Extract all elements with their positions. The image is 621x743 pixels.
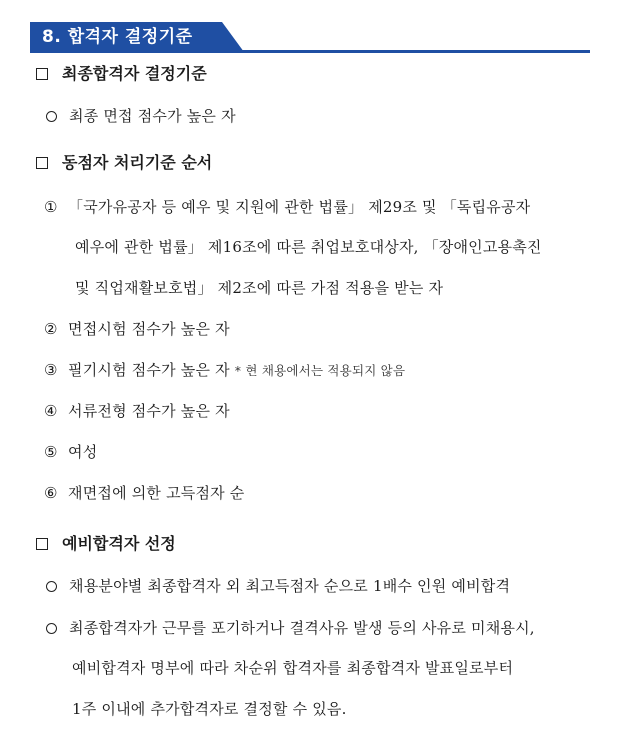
- list-item: 채용분야별 최종합격자 외 최고득점자 순으로 1배수 인원 예비합격: [46, 575, 510, 597]
- section-title-reserve: 예비합격자 선정: [36, 533, 176, 555]
- square-bullet-icon: [36, 68, 48, 80]
- list-item-continuation: 예우에 관한 법률」 제16조에 따른 취업보호대상자, 「장애인고용촉진: [75, 238, 542, 256]
- list-item: ⑤ 여성: [44, 443, 98, 461]
- list-item-continuation: 및 직업재활보호법」 제2조에 따른 가점 적용을 받는 자: [75, 279, 444, 297]
- list-item: ① 「국가유공자 등 예우 및 지원에 관한 법률」 제29조 및 「독립유공자: [44, 198, 531, 216]
- square-bullet-icon: [36, 157, 48, 169]
- list-item-continuation: 예비합격자 명부에 따라 차순위 합격자를 최종합격자 발표일로부터: [72, 659, 514, 677]
- header-title: 8. 합격자 결정기준: [42, 27, 193, 47]
- list-item-continuation: 1주 이내에 추가합격자로 결정할 수 있음.: [72, 700, 347, 718]
- square-bullet-icon: [36, 538, 48, 550]
- header-rule: [30, 50, 590, 53]
- circle-bullet-icon: [46, 111, 57, 122]
- section-title-tiebreak: 동점자 처리기준 순서: [36, 152, 212, 174]
- list-item: 최종 면접 점수가 높은 자: [46, 105, 236, 127]
- section-header: [30, 22, 590, 54]
- list-item: ② 면접시험 점수가 높은 자: [44, 320, 230, 338]
- list-item: ④ 서류전형 점수가 높은 자: [44, 402, 230, 420]
- section-title-final: 최종합격자 결정기준: [36, 63, 207, 85]
- list-item: ⑥ 재면접에 의한 고득점자 순: [44, 484, 245, 502]
- circle-bullet-icon: [46, 581, 57, 592]
- circle-bullet-icon: [46, 623, 57, 634]
- list-item: 최종합격자가 근무를 포기하거나 결격사유 발생 등의 사유로 미채용시,: [46, 617, 535, 639]
- list-item: ③ 필기시험 점수가 높은 자 * 현 채용에서는 적용되지 않음: [44, 361, 406, 379]
- note-text: * 현 채용에서는 적용되지 않음: [234, 363, 406, 378]
